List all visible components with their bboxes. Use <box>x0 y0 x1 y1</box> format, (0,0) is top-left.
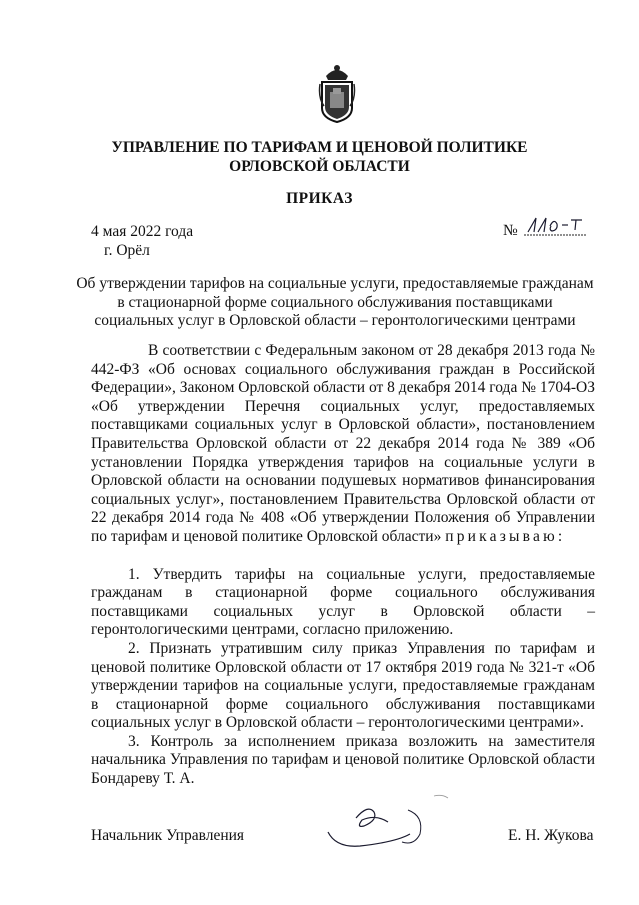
decree-word: приказываю: <box>445 527 566 545</box>
preamble-paragraph <box>91 342 595 547</box>
org-line-1: УПРАВЛЕНИЕ ПО ТАРИФАМ И ЦЕНОВОЙ ПОЛИТИКЕ <box>111 139 528 156</box>
subject-line-3: социальных услуг в Орловской области – геронтологическими центрами <box>94 312 576 330</box>
document-subject <box>75 275 595 331</box>
document-type: ПРИКАЗ <box>286 190 353 207</box>
org-line-2: ОРЛОВСКОЙ ОБЛАСТИ <box>229 158 410 175</box>
handwritten-document-number <box>524 214 588 240</box>
subject-line-2: в стационарной форме социального обслуживания поставщиками <box>117 293 553 311</box>
preamble-text: В соответствии с Федеральным законом от 28 декабря 2013 года № 442-ФЗ «Об основах социального обслуживания граждан в Российской Федерации», Законом Орловской области от 8 декабря 2014 года № 1704-ОЗ «Об утверждении Перечня социальных услуг, предоставляемых поставщиками социальных услуг в Орловской области», постановлением Правительства Орловской области от 22 декабря 2014 года № 389 «Об установлении Порядка утверждения тарифов на социальные услуги в Орловской области на основании подушевых нормативов финансирования социальных услуг», постановлением Правительства Орловской области от 22 декабря 2014 года № 408 «Об утверждении Положения об Управлении по тарифам и ценовой политике Орловской области» <box>91 342 595 545</box>
subject-line-1: Об утверждении тарифов на социальные услуги, предоставляемые гражданам <box>76 275 594 292</box>
coat-of-arms-icon <box>318 62 356 124</box>
signatory-position: Начальник Управления <box>91 827 245 844</box>
signatory-name: Е. Н. Жукова <box>508 827 594 844</box>
document-city: г. Орёл <box>104 242 150 259</box>
document-number-prefix: № <box>503 222 518 239</box>
document-date: 4 мая 2022 года <box>91 223 194 240</box>
organization-name <box>0 138 639 176</box>
order-item-1: 1. Утвердить тарифы на социальные услуги, предоставляемые гражданам в стационарной форме социального обслуживания поставщиками социальных услуг в Орловской области – геронтологическими центрами, согласно приложению. <box>91 565 595 639</box>
order-item-3: 3. Контроль за исполнением приказа возложить на заместителя начальника Управления по тарифам и ценовой политике Орловской области Бондареву Т. А. <box>91 732 595 788</box>
handwritten-signature <box>316 790 466 860</box>
order-items <box>91 566 595 789</box>
document-body <box>91 342 595 789</box>
order-item-2: 2. Признать утратившим силу приказ Управления по тарифам и ценовой политике Орловской области от 17 октября 2019 года № 321-т «Об утверждении тарифов на социальные услуги, предоставляемые гражданам в стационарной форме социального обслуживания поставщиками социальных услуг в Орловской области – геронтологическими центрами». <box>91 639 595 732</box>
